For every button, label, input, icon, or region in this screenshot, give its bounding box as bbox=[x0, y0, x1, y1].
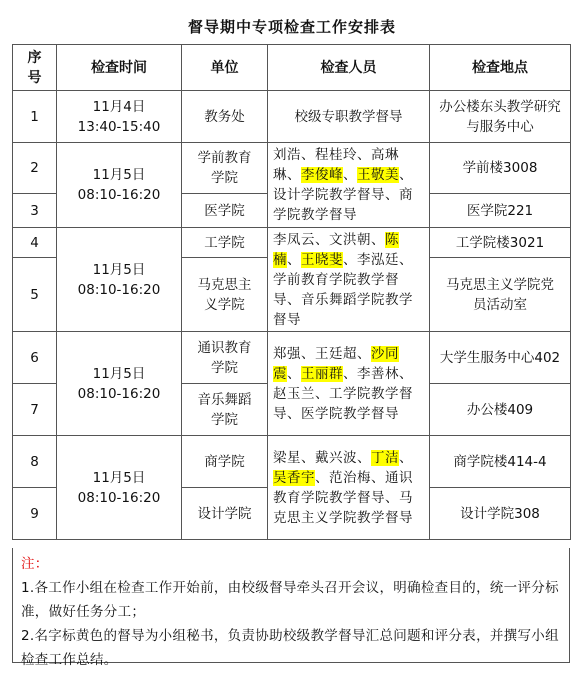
table-header-row bbox=[13, 45, 571, 91]
time-range: 08:10-16:20 bbox=[77, 489, 161, 506]
notes-title: 注： bbox=[21, 556, 49, 572]
row-location: 设计学院308 bbox=[430, 488, 571, 540]
time-range: 13:40-15:40 bbox=[77, 118, 161, 135]
page-title: 督导期中专项检查工作安排表 bbox=[187, 18, 396, 36]
table-row bbox=[13, 436, 571, 488]
inspector-names: 郑强、王廷超、 bbox=[273, 345, 371, 362]
row-location: 工学院楼3021 bbox=[430, 228, 571, 258]
row-people bbox=[268, 436, 430, 540]
row-unit: 马克思主义学院 bbox=[182, 258, 268, 332]
row-time bbox=[57, 332, 182, 436]
row-unit: 工学院 bbox=[182, 228, 268, 258]
row-location: 马克思主义学院党员活动室 bbox=[430, 258, 571, 332]
row-seq: 5 bbox=[13, 258, 57, 332]
inspector-names: 梁星、戴兴波、 bbox=[273, 449, 371, 466]
row-time bbox=[57, 143, 182, 228]
header-location: 检查地点 bbox=[430, 45, 571, 91]
row-unit: 通识教育学院 bbox=[182, 332, 268, 384]
row-seq: 6 bbox=[13, 332, 57, 384]
table-row bbox=[13, 91, 571, 143]
row-location: 医学院221 bbox=[430, 194, 571, 228]
secretary-name: 王晓斐 bbox=[301, 251, 343, 268]
time-range: 08:10-16:20 bbox=[77, 187, 161, 203]
row-unit: 音乐舞蹈学院 bbox=[182, 384, 268, 436]
header-unit: 单位 bbox=[182, 45, 268, 91]
time-range: 08:10-16:20 bbox=[77, 385, 161, 402]
row-location: 学前楼3008 bbox=[430, 143, 571, 194]
row-unit: 学前教育学院 bbox=[182, 143, 268, 194]
secretary-name: 陈楠 bbox=[273, 231, 399, 268]
row-unit: 医学院 bbox=[182, 194, 268, 228]
secretary-name: 丁洁 bbox=[371, 449, 399, 466]
header-seq: 序号 bbox=[13, 45, 57, 91]
table-row bbox=[13, 228, 571, 258]
inspector-names: 刘浩、程桂玲、高琳琳、 bbox=[273, 147, 399, 183]
row-location: 商学院楼414-4 bbox=[430, 436, 571, 488]
row-time bbox=[57, 228, 182, 332]
row-seq: 4 bbox=[13, 228, 57, 258]
note-item: 1.各工作小组在检查工作开始前，由校级督导牵头召开会议，明确检查目的，统一评分标准，做好任务分工； bbox=[21, 580, 559, 620]
header-people: 检查人员 bbox=[268, 45, 430, 91]
inspector-names: 、李善林、赵玉兰、工学院教学督导、医学院教学督导 bbox=[273, 365, 413, 422]
time-date: 11月4日 bbox=[92, 98, 146, 115]
secretary-name: 李俊峰 bbox=[301, 167, 343, 183]
inspector-names: 、 bbox=[287, 365, 301, 382]
inspector-names: 、 bbox=[287, 251, 301, 268]
row-location: 大学生服务中心402 bbox=[430, 332, 571, 384]
row-unit: 设计学院 bbox=[182, 488, 268, 540]
inspector-names: 、 bbox=[399, 449, 413, 466]
inspector-names: 、 bbox=[343, 167, 357, 183]
row-people: 校级专职教学督导 bbox=[268, 91, 430, 143]
secretary-name: 沙同震 bbox=[273, 345, 399, 382]
time-date: 11月5日 bbox=[92, 469, 146, 486]
row-people bbox=[268, 228, 430, 332]
row-seq: 3 bbox=[13, 194, 57, 228]
header-time: 检查时间 bbox=[57, 45, 182, 91]
note-item: 2.名字标黄色的督导为小组秘书，负责协助校级教学督导汇总问题和评分表，并撰写小组检查工作总结。 bbox=[21, 628, 559, 668]
time-date: 11月5日 bbox=[92, 261, 146, 278]
inspector-names: 、设计学院教学督导、商学院教学督导 bbox=[273, 167, 413, 223]
row-seq: 8 bbox=[13, 436, 57, 488]
inspector-names: 、李泓廷、学前教育学院教学督导、音乐舞蹈学院教学督导 bbox=[273, 251, 413, 328]
row-unit: 商学院 bbox=[182, 436, 268, 488]
row-unit: 教务处 bbox=[182, 91, 268, 143]
row-seq: 7 bbox=[13, 384, 57, 436]
row-location: 办公楼409 bbox=[430, 384, 571, 436]
secretary-name: 王丽群 bbox=[301, 365, 343, 382]
row-location: 办公楼东头教学研究与服务中心 bbox=[430, 91, 571, 143]
row-time bbox=[57, 91, 182, 143]
row-seq: 1 bbox=[13, 91, 57, 143]
time-range: 08:10-16:20 bbox=[77, 281, 161, 298]
inspector-names: 、范治梅、通识教育学院教学督导、马克思主义学院教学督导 bbox=[273, 469, 413, 526]
row-seq: 9 bbox=[13, 488, 57, 540]
time-date: 11月5日 bbox=[92, 365, 146, 382]
row-people bbox=[268, 143, 430, 228]
secretary-name: 王敬美 bbox=[357, 167, 399, 183]
row-people bbox=[268, 332, 430, 436]
table-row bbox=[13, 143, 571, 194]
row-seq: 2 bbox=[13, 143, 57, 194]
schedule-table bbox=[12, 44, 571, 540]
secretary-name: 吴香宇 bbox=[273, 469, 315, 486]
row-time bbox=[57, 436, 182, 540]
notes-box bbox=[12, 548, 570, 668]
table-row bbox=[13, 332, 571, 384]
time-date: 11月5日 bbox=[92, 167, 146, 183]
inspector-names: 李凤云、文洪朝、 bbox=[273, 231, 385, 248]
